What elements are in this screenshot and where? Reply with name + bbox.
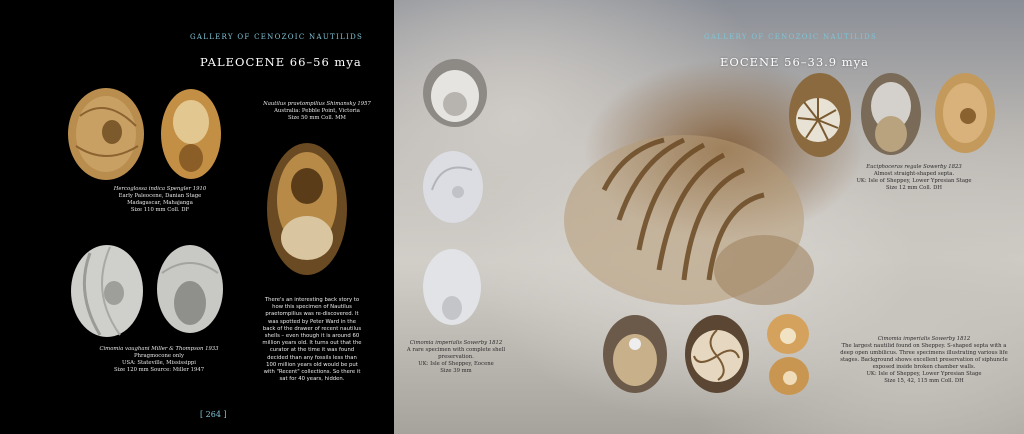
cimomia-imperialis-right-caption: Cimomia imperialis Sowerby 1812 The largest nautilid found on Sheppey. S-shaped septa with a deep open umbilicus. Three specimens illustrating various life stages. Background shows excellent preservation of siphuncle exposed inside broken chamber walls. UK: Isle of Sheppey, Lower Ypresian Stage Size 15, 42, 115 mm Coll. DH <box>840 336 1008 384</box>
broken-fossil-background <box>544 110 814 320</box>
euciphoceras-front-photo <box>860 72 922 156</box>
hercoglossa-caption: Hercoglossa indica Spengler 1910 Early Paleocene, Danian Stage Madagascar, Mahajanga Size 110 mm Coll. DF <box>113 186 207 213</box>
euciphoceras-side-photo <box>934 72 996 154</box>
section-title: EOCENE 56–33.9 mya <box>720 55 870 69</box>
running-header: GALLERY OF CENOZOIC NAUTILIDS <box>190 33 364 41</box>
hercoglossa-side-photo <box>66 86 146 182</box>
backstory-text: There's an interesting back story to how this specimen of Nautilus praetompilius was re-discovered. It was spotted by Peter Ward in the back of the drawer of recent nautilus shells – even though it is around 60 million years old. It turns out that the curator at the time it was found decided than any fossils less than 100 million years old would be put with "Recent" collections. So there it sat for 40 years, hidden. <box>262 297 362 383</box>
cimomia-imperialis-left-caption: Cimomia imperialis Sowerby 1812 A rare specimen with complete shell preservation. UK: Isle of Sheppey, Eocene Size 39 mm <box>406 340 506 374</box>
cimomia-imperialis-juvenile-top-photo <box>766 312 810 356</box>
cimomia-imperialis-juvenile-bottom-photo <box>768 356 810 396</box>
cimomia-imperialis-small-photo <box>602 314 668 394</box>
cimomia-vaughani-caption: Cimomia vaughani Miller & Thompson 1933 Phragmocone only USA: Stateville, Mississippi Size 120 mm Source: Miller 1947 <box>99 346 219 373</box>
cimomia-imperialis-top-photo <box>422 58 488 128</box>
praetompilius-photo <box>266 142 348 276</box>
cimomia-imperialis-side-photo <box>422 150 484 224</box>
cimomia-imperialis-front-photo <box>422 248 482 326</box>
running-header: GALLERY OF CENOZOIC NAUTILIDS <box>704 33 878 41</box>
cimomia-vaughani-side-photo <box>70 243 144 339</box>
cimomia-imperialis-septa-photo <box>684 314 750 394</box>
praetompilius-caption: Nautilus praetompilius Shimansky 1957 Australia: Pebble Point, Victoria Size 50 mm Coll. MM <box>263 101 371 121</box>
euciphoceras-caption: Euciphoceras regale Sowerby 1823 Almost straight-shaped septa. UK: Isle of Sheppey, Lower Ypresian Stage Size 12 mm Coll. DH <box>856 164 972 191</box>
page-number: [ 264 ] <box>200 410 227 419</box>
left-page <box>0 0 394 434</box>
euciphoceras-septa-photo <box>788 72 852 158</box>
hercoglossa-front-photo <box>160 88 222 180</box>
cimomia-vaughani-front-photo <box>156 243 224 335</box>
right-page <box>394 0 1024 434</box>
section-title: PALEOCENE 66–56 mya <box>200 55 362 69</box>
